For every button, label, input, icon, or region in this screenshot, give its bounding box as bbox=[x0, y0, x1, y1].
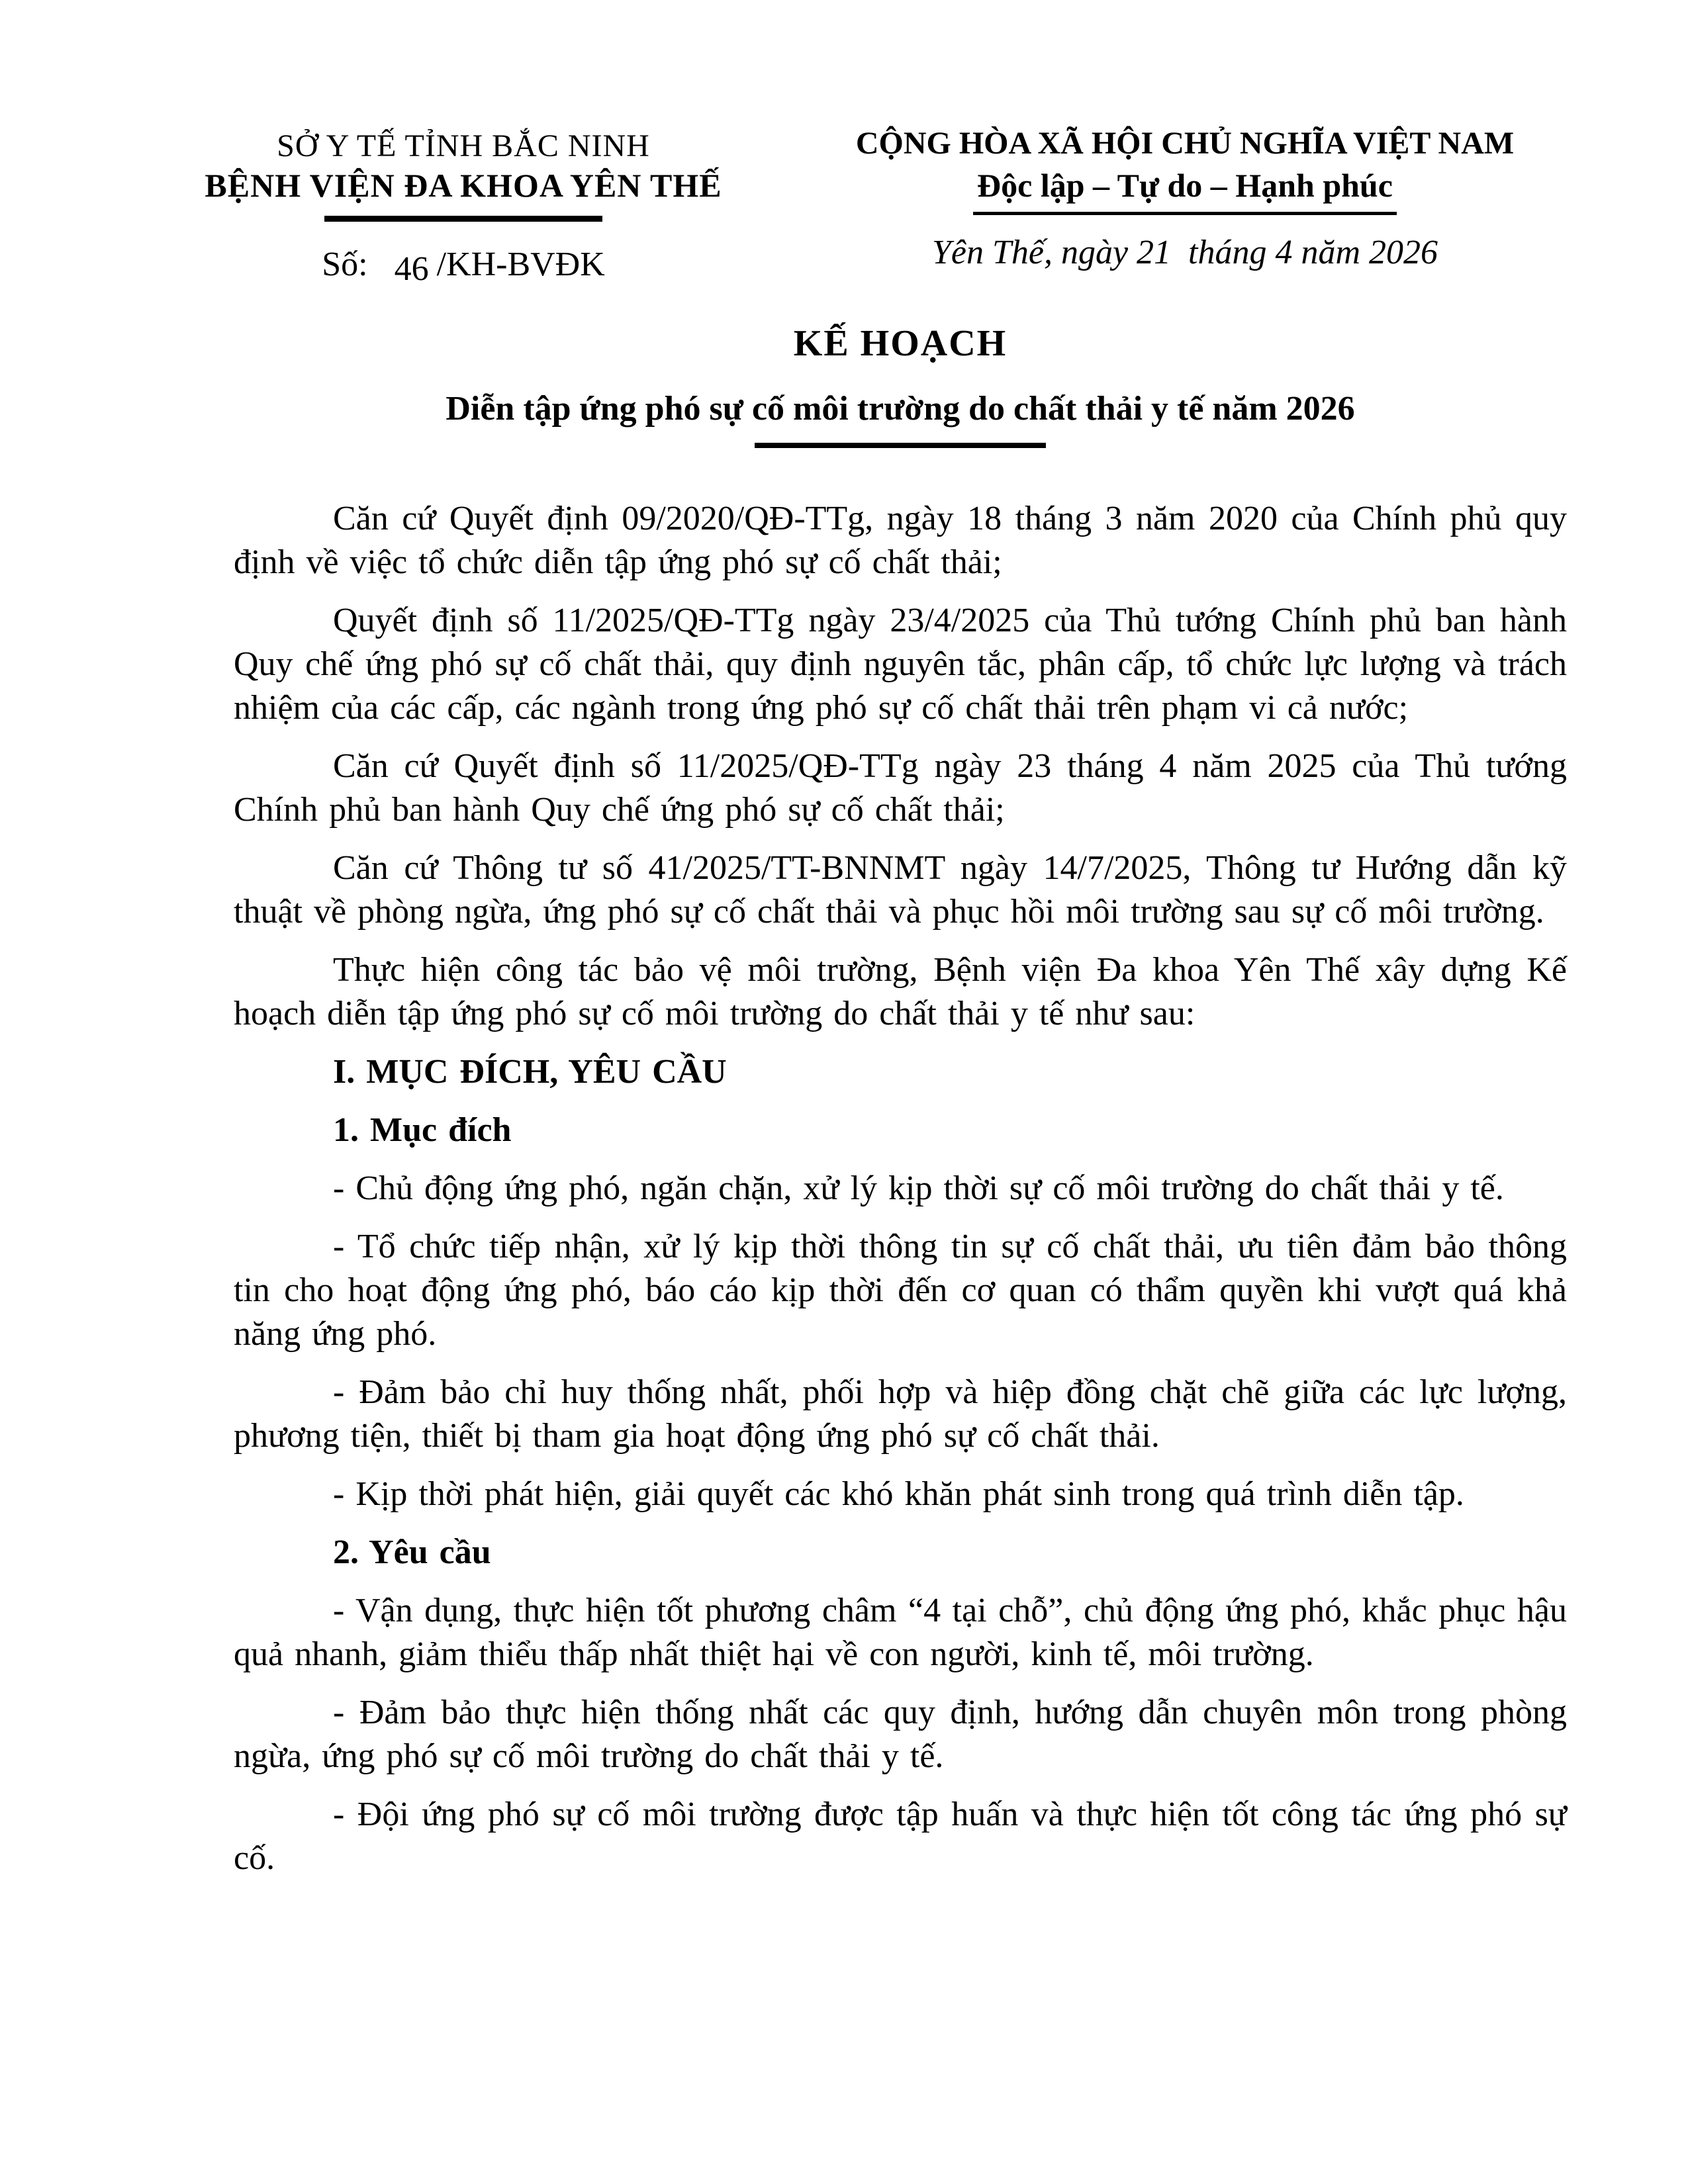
document-number-line bbox=[175, 244, 751, 288]
paragraph: - Vận dụng, thực hiện tốt phương châm “4 tại chỗ”, chủ động ứng phó, khắc phục hậu quả nhanh, giảm thiểu thấp nhất thiệt hại về con người, kinh tế, môi trường. bbox=[234, 1592, 1567, 1673]
doc-number-suffix: /KH-BVĐK bbox=[436, 246, 605, 283]
agency-name: BỆNH VIỆN ĐA KHOA YÊN THẾ bbox=[205, 167, 722, 204]
doc-number-label: Số: bbox=[322, 246, 368, 283]
document-subtitle: Diễn tập ứng phó sự cố môi trường do chất thải y tế năm 2026 bbox=[445, 390, 1355, 428]
paragraph: - Tổ chức tiếp nhận, xử lý kịp thời thông tin sự cố chất thải, ưu tiên đảm bảo thông tin cho hoạt động ứng phó, báo cáo kịp thời đến cơ quan có thẩm quyền khi vượt quá khả năng ứng phó. bbox=[234, 1228, 1567, 1353]
section-heading: I. MỤC ĐÍCH, YÊU CẦU bbox=[333, 1053, 727, 1091]
issuing-agency-block bbox=[175, 127, 751, 288]
place-date-line: Yên Thế, ngày 21 tháng 4 năm 2026 bbox=[931, 234, 1438, 271]
subtitle-underline-rule bbox=[755, 443, 1046, 448]
doc-number-value: 46 bbox=[394, 250, 429, 288]
paragraph: Căn cứ Quyết định 09/2020/QĐ-TTg, ngày 18 tháng 3 năm 2020 của Chính phủ quy định về việc tổ chức diễn tập ứng phó sự cố chất thải; bbox=[234, 500, 1567, 581]
paragraph: - Đội ứng phó sự cố môi trường được tập huấn và thực hiện tốt công tác ứng phó sự cố. bbox=[234, 1796, 1567, 1877]
paragraph: - Chủ động ứng phó, ngăn chặn, xử lý kịp thời sự cố môi trường do chất thải y tế. bbox=[333, 1169, 1504, 1207]
paragraph: Thực hiện công tác bảo vệ môi trường, Bệnh viện Đa khoa Yên Thế xây dựng Kế hoạch diễn tập ứng phó sự cố môi trường do chất thải y tế như sau: bbox=[234, 951, 1567, 1032]
document-body bbox=[234, 497, 1567, 1880]
national-header: CỘNG HÒA XÃ HỘI CHỦ NGHĨA VIỆT NAM bbox=[855, 126, 1515, 161]
paragraph: - Kịp thời phát hiện, giải quyết các khó khăn phát sinh trong quá trình diễn tập. bbox=[333, 1475, 1464, 1513]
paragraph: Căn cứ Quyết định số 11/2025/QĐ-TTg ngày 23 tháng 4 năm 2025 của Thủ tướng Chính phủ ban hành Quy chế ứng phó sự cố chất thải; bbox=[234, 747, 1567, 829]
national-motto-block bbox=[804, 124, 1566, 273]
document-content bbox=[234, 322, 1567, 1895]
document-title: KẾ HOẠCH bbox=[793, 323, 1008, 364]
national-motto: Độc lập – Tự do – Hạnh phúc bbox=[973, 165, 1397, 215]
parent-agency-name: SỞ Y TẾ TỈNH BẮC NINH bbox=[277, 128, 650, 163]
section-heading: 2. Yêu cầu bbox=[333, 1533, 491, 1571]
agency-underline-rule bbox=[324, 216, 602, 222]
paragraph: - Đảm bảo chỉ huy thống nhất, phối hợp và hiệp đồng chặt chẽ giữa các lực lượng, phương tiện, thiết bị tham gia hoạt động ứng phó sự cố chất thải. bbox=[234, 1373, 1567, 1455]
paragraph: Quyết định số 11/2025/QĐ-TTg ngày 23/4/2025 của Thủ tướng Chính phủ ban hành Quy chế ứng phó sự cố chất thải, quy định nguyên tắc, phân cấp, tổ chức lực lượng và trách nhiệm của các cấp, các ngành trong ứng phó sự cố chất thải trên phạm vi cả nước; bbox=[234, 602, 1567, 727]
section-heading: 1. Mục đích bbox=[333, 1111, 512, 1149]
paragraph: Căn cứ Thông tư số 41/2025/TT-BNNMT ngày 14/7/2025, Thông tư Hướng dẫn kỹ thuật về phòng ngừa, ứng phó sự cố chất thải và phục hồi môi trường sau sự cố môi trường. bbox=[234, 849, 1567, 931]
paragraph: - Đảm bảo thực hiện thống nhất các quy định, hướng dẫn chuyên môn trong phòng ngừa, ứng phó sự cố môi trường do chất thải y tế. bbox=[234, 1694, 1567, 1775]
